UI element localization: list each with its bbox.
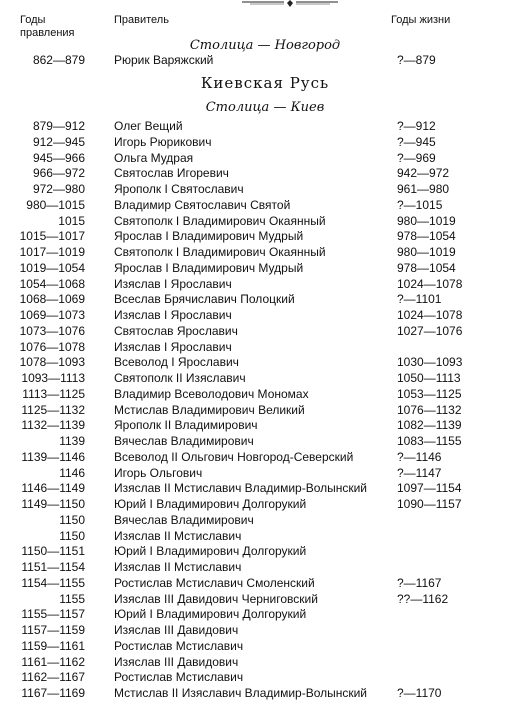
row-years: 862—879 (32, 53, 85, 67)
row-ruler: Ольга Мудрая (114, 150, 194, 165)
row-years: 966—972 (32, 166, 85, 181)
row-years: 1155—1157 (21, 607, 85, 622)
ornament-divider (240, 0, 340, 8)
row-life: ?—1146 (397, 449, 442, 464)
row-years: 1113—1125 (22, 386, 85, 401)
row-years: 1125—1132 (21, 402, 85, 417)
table-row (0, 244, 519, 260)
row-years: 879—912 (32, 119, 85, 133)
table-row (0, 339, 519, 355)
row-life: 978—1054 (397, 229, 456, 244)
row-ruler: Игорь Ольгович (114, 465, 203, 480)
table-row (0, 181, 519, 197)
row-years: 1150—1151 (21, 544, 85, 559)
row-ruler: Изяслав II Мстиславич (114, 528, 242, 543)
row-life: 1027—1076 (397, 323, 463, 338)
row-ruler: Рюрик Варяжский (114, 53, 214, 67)
table-row (0, 591, 519, 607)
row-life: ?—969 (397, 150, 436, 165)
row-ruler: Ростислав Мстиславич Смоленский (114, 575, 315, 590)
row-years: 1139 (59, 434, 85, 448)
row-years: 1162—1167 (21, 670, 85, 685)
table-row (0, 654, 519, 670)
table-row (0, 370, 519, 386)
table-row (0, 197, 519, 213)
row-ruler: Святослав Ярославич (114, 323, 238, 338)
row-ruler: Владимир Святославич Святой (114, 197, 291, 212)
row-life: 942—972 (397, 166, 450, 181)
row-ruler: Ростислав Мстиславич (114, 670, 244, 685)
row-years: 1161—1162 (21, 654, 85, 669)
table-row (0, 480, 519, 496)
row-years: 1149—1150 (21, 497, 85, 511)
row-ruler: Всеслав Брячиславич Полоцкий (114, 292, 295, 307)
row-ruler: Владимир Всеволодович Мономах (114, 386, 309, 401)
caption-capital-kiev: Столица — Киев (205, 100, 325, 115)
row-ruler: Святополк II Изяславич (114, 371, 246, 385)
row-years: 1167—1169 (21, 686, 85, 700)
table-row (0, 496, 519, 512)
row-years: 1146 (59, 465, 85, 480)
row-years: 1150 (59, 512, 85, 527)
row-years: 1017—1019 (19, 245, 85, 259)
row-ruler: Олег Вещий (114, 119, 183, 133)
row-ruler: Изяслав II Мстиславич (114, 560, 242, 574)
row-life: 1083—1155 (397, 434, 462, 448)
row-years: 1155 (59, 591, 85, 606)
column-header-years-of-rule: Годы правления (20, 14, 75, 39)
row-years: 1154—1155 (21, 575, 85, 590)
row-years: 1132—1139 (21, 418, 85, 433)
row-years: 1076—1078 (19, 339, 85, 354)
row-ruler: Святополк I Владимирович Окаянный (114, 213, 326, 228)
table-row (0, 433, 519, 449)
row-years: 1078—1093 (19, 355, 85, 370)
row-ruler: Изяслав I Ярославич (114, 339, 232, 354)
row-ruler: Ярослав I Владимирович Мудрый (114, 260, 304, 275)
row-years: 1139—1146 (21, 449, 85, 464)
row-ruler: Вячеслав Владимирович (114, 434, 254, 448)
row-ruler: Юрий I Владимирович Долгорукий (114, 544, 307, 559)
table-row (0, 465, 519, 481)
table-row (0, 575, 519, 591)
row-years: 1054—1068 (19, 276, 85, 291)
row-life: ?—945 (397, 134, 436, 149)
row-years: 1073—1076 (19, 323, 85, 338)
row-life: 978—1054 (397, 260, 456, 275)
table-row (0, 669, 519, 685)
row-years: 980—1015 (26, 197, 85, 212)
table-row (0, 228, 519, 244)
row-years: 1157—1159 (21, 623, 85, 637)
row-ruler: Изяслав I Ярославич (114, 276, 232, 291)
row-years: 1150 (59, 528, 85, 543)
row-years: 1068—1069 (19, 292, 85, 307)
table-row (0, 559, 519, 575)
table-row (0, 606, 519, 622)
row-years: 1015 (58, 213, 85, 228)
table-row (0, 165, 519, 181)
row-ruler: Юрий I Владимирович Долгорукий (114, 607, 307, 622)
row-life: 1024—1078 (397, 276, 463, 291)
table-row (0, 118, 519, 134)
row-ruler: Изяслав III Давидович (114, 654, 239, 669)
row-life: ?—879 (397, 53, 436, 67)
row-years: 972—980 (32, 182, 85, 196)
row-life: ??—1162 (397, 591, 449, 606)
row-life: 1090—1157 (397, 497, 462, 511)
table-row (0, 638, 519, 654)
table-row (0, 276, 519, 292)
row-life: ?—1170 (397, 686, 442, 700)
table-row (0, 134, 519, 150)
row-ruler: Всеволод II Ольгович Новгород-Северский (114, 449, 354, 464)
table-row (0, 291, 519, 307)
section-title-kievan-rus: Киевская Русь (200, 74, 330, 92)
row-years: 1146—1149 (21, 481, 85, 496)
row-ruler: Изяслав II Мстиславич Владимир-Волынский (114, 481, 368, 496)
row-years: 1019—1054 (19, 260, 85, 275)
row-life: ?—1015 (397, 197, 443, 212)
row-ruler: Вячеслав Владимирович (114, 512, 254, 527)
table-row (0, 685, 519, 701)
row-ruler: Святослав Игоревич (114, 166, 229, 181)
row-life: 980—1019 (397, 245, 456, 259)
row-life: ?—1167 (397, 575, 442, 590)
row-years: 1069—1073 (19, 308, 85, 322)
row-years: 1015—1017 (19, 229, 85, 244)
row-life: 1024—1078 (397, 308, 463, 322)
row-years: 945—966 (32, 150, 85, 165)
row-ruler: Ярополк I Святославич (114, 182, 244, 196)
table-row (0, 354, 519, 370)
column-header-ruler: Правитель (114, 14, 169, 26)
table-row (0, 449, 519, 465)
table-row (0, 323, 519, 339)
row-ruler: Изяслав III Давидович Черниговский (114, 591, 318, 606)
row-ruler: Всеволод I Ярославич (114, 355, 239, 370)
row-ruler: Ярослав I Владимирович Мудрый (114, 229, 304, 244)
row-ruler: Мстислав Владимирович Великий (114, 402, 305, 417)
row-life: ?—1147 (397, 465, 442, 480)
table-row (0, 417, 519, 433)
row-years: 912—945 (32, 134, 85, 149)
row-ruler: Ярополк II Владимирович (114, 418, 258, 433)
row-ruler: Юрий I Владимирович Долгорукий (114, 497, 307, 511)
table-row (0, 512, 519, 528)
column-header-years-of-life: Годы жизни (391, 14, 451, 26)
table-row (0, 386, 519, 402)
table-row (0, 528, 519, 544)
row-ruler: Игорь Рюрикович (114, 134, 212, 149)
table-row (0, 307, 519, 323)
row-life: 1076—1132 (397, 402, 462, 417)
row-life: 1082—1139 (397, 418, 462, 433)
row-years: 1159—1161 (21, 638, 85, 653)
caption-capital-novgorod: Столица — Новгород (189, 38, 341, 53)
row-ruler: Изяслав I Ярославич (114, 308, 232, 322)
row-ruler: Ростислав Мстиславич (114, 638, 244, 653)
row-ruler: Святополк I Владимирович Окаянный (114, 245, 326, 259)
row-ruler: Изяслав III Давидович (114, 623, 239, 637)
table-row (0, 622, 519, 638)
row-years: 1093—1113 (21, 371, 85, 385)
row-ruler: Мстислав II Изяславич Владимир-Волынский (114, 686, 368, 700)
row-life: 1053—1125 (397, 386, 462, 401)
row-life: 980—1019 (397, 213, 456, 228)
row-life: 1050—1113 (397, 371, 461, 385)
table-row (0, 150, 519, 166)
row-life: 961—980 (397, 182, 450, 196)
table-row (0, 260, 519, 276)
row-life: 1030—1093 (397, 355, 463, 370)
row-years: 1151—1154 (21, 560, 85, 574)
row-life: ?—912 (397, 119, 436, 133)
row-life: 1097—1154 (397, 481, 462, 496)
table-row (0, 52, 519, 68)
table-row (0, 213, 519, 229)
row-life: ?—1101 (397, 292, 442, 307)
table-row (0, 402, 519, 418)
table-row (0, 543, 519, 559)
